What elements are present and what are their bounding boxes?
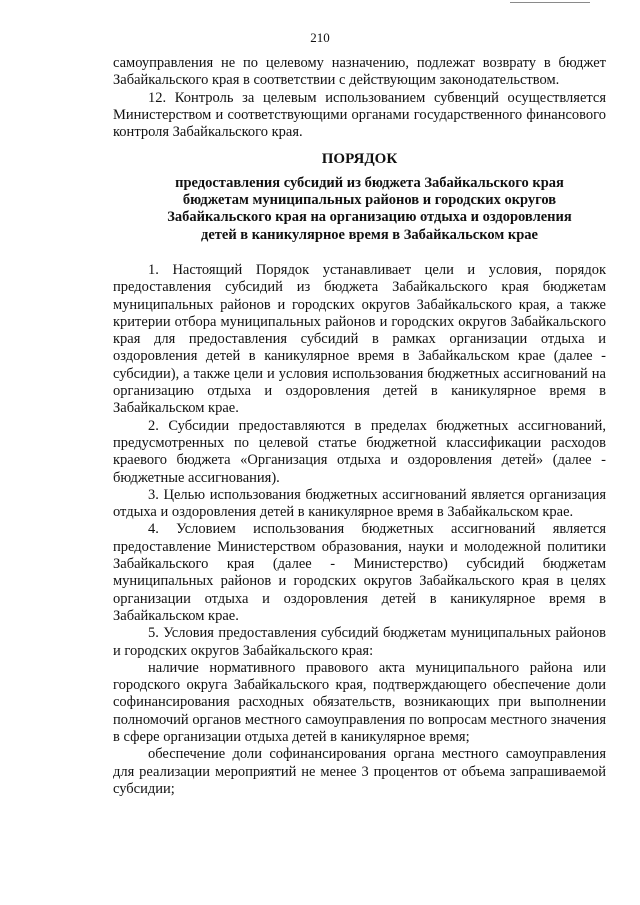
- document-page: [113, 55, 606, 798]
- title-main: ПОРЯДОК: [321, 151, 398, 168]
- body-paragraph-5: 5. Условия предоставления субсидий бюджетам муниципальных районов и городских округов Забайкальского края:: [113, 625, 606, 659]
- top-rule: [510, 2, 590, 3]
- body-paragraph-1: 1. Настоящий Порядок устанавливает цели и условия, порядок предоставления субсидий из бюджета Забайкальского края бюджетам муниципальных районов и городских округов Забайкальского края, а также критерии отбора муниципальных районов и городских округов Забайкальского края для предоставления субсидий в рамках организации отдыха и оздоровления детей в каникулярное время в Забайкальском крае (далее - субсидии), а также цели и условия использования бюджетных ассигнований на организацию отдыха и оздоровления детей в каникулярное время в Забайкальском крае.: [113, 261, 606, 417]
- body-paragraph-5-item-1: наличие нормативного правового акта муниципального района или городского округа Забайкальского края, подтверждающего обеспечение доли софинансирования расходных обязательств, возникающих при выполнении полномочий органов местного самоуправления по вопросам местного значения в сфере организации отдыха детей в каникулярное время;: [113, 659, 606, 745]
- body-paragraph-2: 2. Субсидии предоставляются в пределах бюджетных ассигнований, предусмотренных по целевой статье бюджетной классификации расходов краевого бюджета «Организация отдыха и оздоровления детей» (далее - бюджетные ассигнования).: [113, 417, 606, 486]
- page-number: 210: [310, 30, 330, 45]
- intro-paragraph-continued: самоуправления не по целевому назначению, подлежат возврату в бюджет Забайкальского края в соответствии с действующим законодательством.: [113, 55, 606, 89]
- body-paragraph-3: 3. Целью использования бюджетных ассигнований является организация отдыха и оздоровления детей в каникулярное время в Забайкальском крае.: [113, 486, 606, 521]
- body-paragraph-4: 4. Условием использования бюджетных ассигнований является предоставление Министерством образования, науки и молодежной политики Забайкальского края (далее - Министерство) субсидий бюджетам муниципальных районов и городских округов Забайкальского края в целях организации отдыха и оздоровления детей в каникулярное время в Забайкальском крае.: [113, 521, 606, 624]
- title-subtitle: предоставления субсидий из бюджета Забайкальского края бюджетам муниципальных районов и городских округов Забайкальского края на организацию отдыха и оздоровления детей в каникулярное время в Забайкальском крае: [167, 174, 572, 243]
- document-title: [113, 151, 606, 243]
- body-paragraph-5-item-2: обеспечение доли софинансирования органа местного самоуправления для реализации мероприятий не менее 3 процентов от объема запрашиваемой субсидии;: [113, 746, 606, 797]
- intro-paragraph-12: 12. Контроль за целевым использованием субвенций осуществляется Министерством и соответствующими органами государственного финансового контроля Забайкальского края.: [113, 89, 606, 141]
